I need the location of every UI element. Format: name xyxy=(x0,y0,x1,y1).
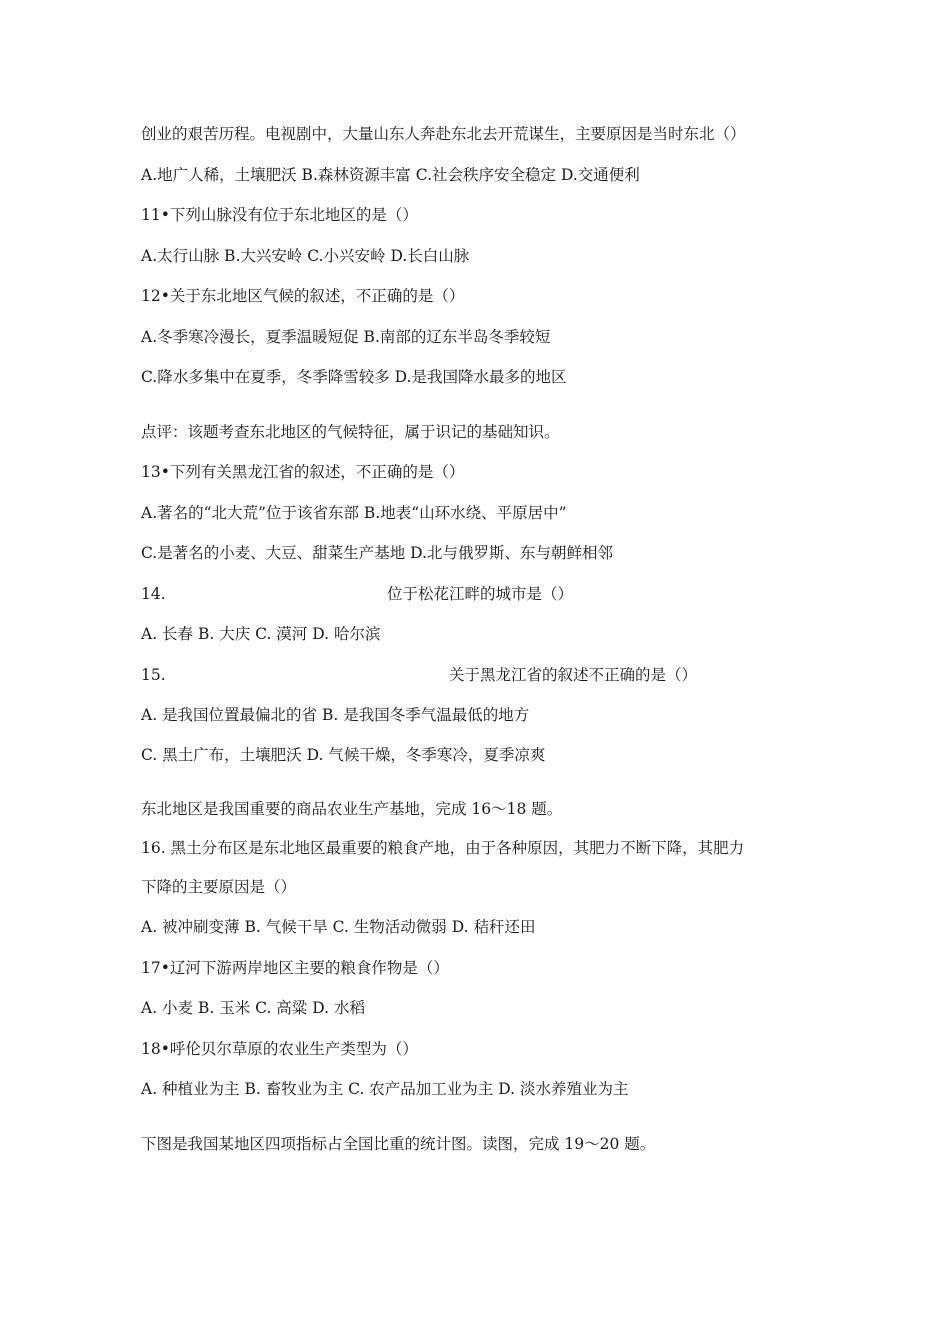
question-14-options: A. 长春 B. 大庆 C. 漠河 D. 哈尔滨 xyxy=(141,625,381,643)
question-14-number: 14. xyxy=(141,585,166,603)
question-15-text: 关于黑龙江省的叙述不正确的是（） xyxy=(449,666,698,684)
text-line-q10-stem: 创业的艰苦历程。电视剧中，大量山东人奔赴东北去开荒谋生，主要原因是当时东北（） xyxy=(141,125,746,143)
question-18-options: A. 种植业为主 B. 畜牧业为主 C. 农产品加工业为主 D. 淡水养殖业为主 xyxy=(141,1080,629,1098)
question-18: 18•呼伦贝尔草原的农业生产类型为（） xyxy=(141,1040,418,1058)
text-line-q10-options: A.地广人稀，土壤肥沃 B.森林资源丰富 C.社会秩序安全稳定 D.交通便利 xyxy=(141,166,640,184)
question-12-options-cd: C.降水多集中在夏季，冬季降雪较多 D.是我国降水最多的地区 xyxy=(141,368,567,386)
intro-19-20: 下图是我国某地区四项指标占全国比重的统计图。读图，完成 19〜20 题。 xyxy=(141,1135,656,1153)
question-14 xyxy=(141,584,166,604)
question-13-options-ab: A.著名的“北大荒”位于该省东部 B.地表“山环水绕、平原居中” xyxy=(141,504,567,522)
question-12: 12•关于东北地区气候的叙述，不正确的是（） xyxy=(141,287,465,305)
question-15-options-cd: C. 黑土广布，土壤肥沃 D. 气候干燥，冬季寒冷，夏季凉爽 xyxy=(141,746,546,764)
question-17-options: A. 小麦 B. 玉米 C. 高粱 D. 水稻 xyxy=(141,999,365,1017)
question-15-number: 15. xyxy=(141,666,166,684)
question-15 xyxy=(141,665,166,685)
question-16-line-1: 16. 黑土分布区是东北地区最重要的粮食产地，由于各种原因，其肥力不断下降，其肥力 xyxy=(141,839,745,857)
question-14-text: 位于松花江畔的城市是（） xyxy=(387,585,574,603)
intro-16-18: 东北地区是我国重要的商品农业生产基地，完成 16〜18 题。 xyxy=(141,800,563,818)
question-17: 17•辽河下游两岸地区主要的粮食作物是（） xyxy=(141,959,449,977)
question-11: 11•下列山脉没有位于东北地区的是（） xyxy=(141,206,418,224)
question-15-options-ab: A. 是我国位置最偏北的省 B. 是我国冬季气温最低的地方 xyxy=(141,706,530,724)
question-11-options: A.太行山脉 B.大兴安岭 C.小兴安岭 D.长白山脉 xyxy=(141,247,470,265)
question-16-line-2: 下降的主要原因是（） xyxy=(141,878,297,896)
comment-line: 点评：该题考查东北地区的气候特征，属于识记的基础知识。 xyxy=(141,423,560,441)
question-16-options: A. 被冲刷变薄 B. 气候干旱 C. 生物活动微弱 D. 秸秆还田 xyxy=(141,918,536,936)
question-13: 13•下列有关黑龙江省的叙述，不正确的是（） xyxy=(141,463,465,481)
question-12-options-ab: A.冬季寒冷漫长，夏季温暖短促 B.南部的辽东半岛冬季较短 xyxy=(141,328,551,346)
question-13-options-cd: C.是著名的小麦、大豆、甜菜生产基地 D.北与俄罗斯、东与朝鲜相邻 xyxy=(141,544,613,562)
